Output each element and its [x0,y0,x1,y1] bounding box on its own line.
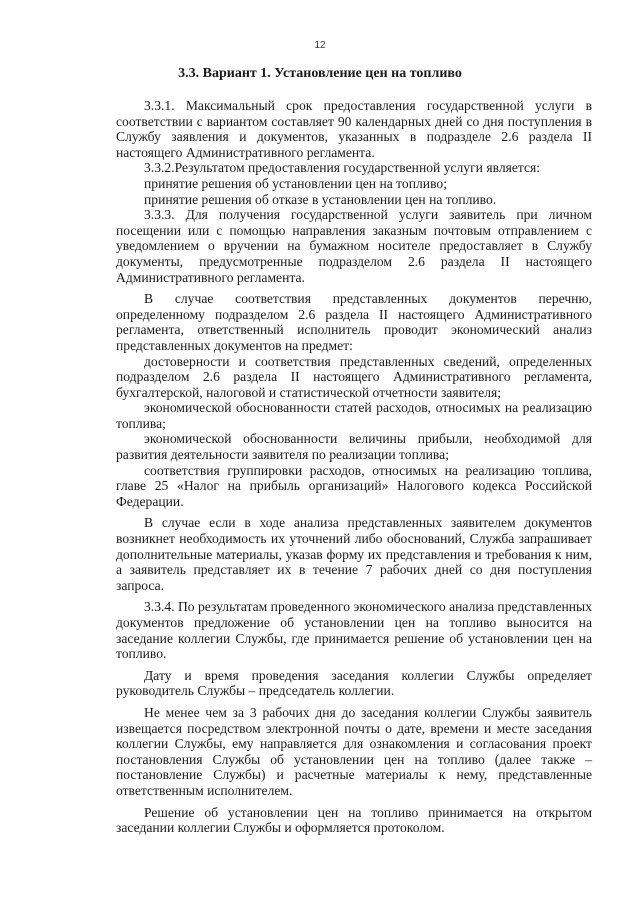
result-item-approve: принятие решения об установлении цен на топливо; [144,175,447,191]
paragraph-3-3-2: 3.3.2.Результатом предоставления государственной услуги является: [144,160,541,176]
analysis-item-grouping: соответствия группировки расходов, относимых на реализацию топлива, главе 25 «Налог на прибыль организаций» Налогового кодекса Российской Федерации. [116,462,592,509]
paragraph-analysis-intro: В случае соответствия представленных документов перечню, определенному подразделом 2.6 раздела II настоящего Административного регламента, ответственный исполнитель проводит экономический анализ представленных документов на предмет: [116,291,592,353]
paragraph-notification: Не менее чем за 3 рабочих дня до заседания коллегии Службы заявитель извещается посредством электронной почты о дате, времени и месте заседания коллегии Службы, ему направляется для ознакомления и согласования проект постановления Службы об установлении цен на топливо (далее также – постановление Службы) и расчетные материалы к нему, представленные ответственным исполнителем. [116,704,592,798]
body-text [116,98,592,836]
analysis-item-profit: экономической обоснованности величины прибыли, необходимой для развития деятельности заявителя по реализации топлива; [116,431,592,463]
analysis-item-reliability: достоверности и соответствия представленных сведений, определенных подразделом 2.6 раздела II настоящего Административного регламента, бухгалтерской, налоговой и статистической отчетности заявителя; [116,353,592,400]
paragraph-3-3-3: 3.3.3. Для получения государственной услуги заявитель при личном посещении или с помощью направления заказным почтовым отправлением с уведомлением о вручении на бумажном носителе предоставляет в Службу документы, предусмотренные подразделом 2.6 раздела II настоящего Административного регламента. [116,207,592,285]
result-item-refuse: принятие решения об отказе в установлении цен на топливо. [144,191,497,207]
paragraph-decision: Решение об установлении цен на топливо принимается на открытом заседании коллегии Службы и оформляется протоколом. [116,804,592,836]
paragraph-meeting-date: Дату и время проведения заседания коллегии Службы определяет руководитель Службы – председатель коллегии. [116,667,592,699]
analysis-item-expenses: экономической обоснованности статей расходов, относимых на реализацию топлива; [116,400,592,431]
paragraph-3-3-4: 3.3.4. По результатам проведенного экономического анализа представленных документов предложение об установлении цен на топливо выносится на заседание коллегии Службы, где принимается решение об установлении цен на топливо. [116,599,592,662]
paragraph-3-3-1: 3.3.1. Максимальный срок предоставления государственной услуги в соответствии с вариантом составляет 90 календарных дней со дня поступления в Службу заявления и документов, указанных в подразделе 2.6 раздела II настоящего Административного регламента. [116,98,592,160]
page-number: 12 [314,40,326,51]
paragraph-clarification: В случае если в ходе анализа представленных заявителем документов возникнет необходимость их уточнений либо обоснований, Служба запрашивает дополнительные материалы, указав форму их представления и требования к ним, а заявитель представляет их в течение 7 рабочих дней со дня поступления запроса. [116,515,592,593]
section-heading: 3.3. Вариант 1. Установление цен на топливо [178,66,462,81]
